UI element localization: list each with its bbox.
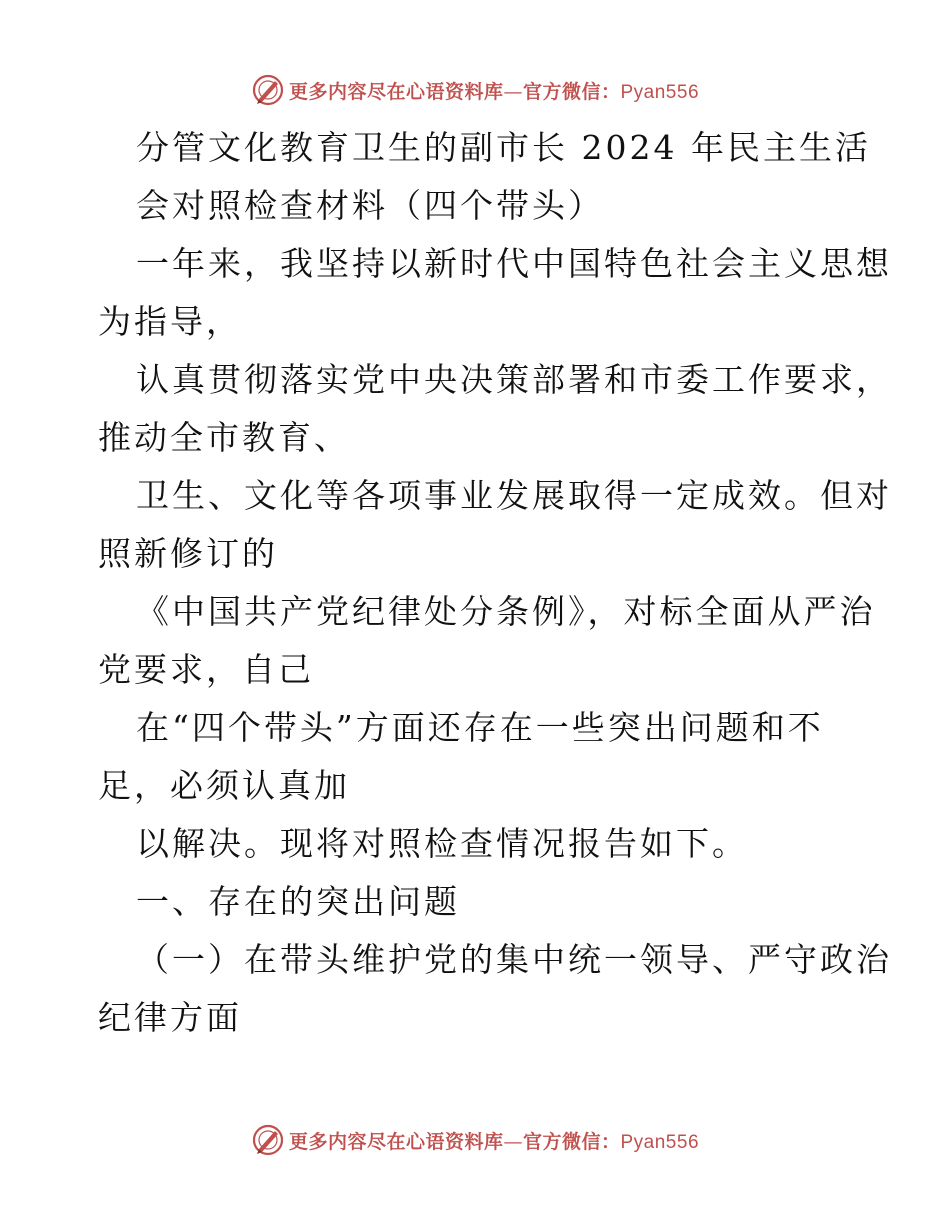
paragraph-line: 推动全市教育、 <box>98 418 350 457</box>
paragraph-line: 足，必须认真加 <box>98 766 350 805</box>
watermark-banner-top <box>0 70 950 110</box>
paragraph-line: 为指导， <box>98 302 242 341</box>
watermark-slogan: 更多内容尽在心语资料库 <box>288 80 504 103</box>
watermark-wechat-id: Pyan556 <box>620 1131 700 1153</box>
paragraph-line: 党要求，自己 <box>98 650 314 689</box>
paragraph-line: 照新修订的 <box>98 534 278 573</box>
brush-logo-icon <box>251 1123 285 1157</box>
subsection-heading: （一）在带头维护党的集中统一领导、严守政治 <box>136 940 892 979</box>
watermark-dash: — <box>503 80 523 103</box>
document-title-line-1: 分管文化教育卫生的副市长 2024 年民主生活 <box>136 128 871 167</box>
watermark-wechat-id: Pyan556 <box>620 81 700 103</box>
watermark-dash: — <box>503 1130 523 1153</box>
watermark-label: 官方微信： <box>522 80 621 103</box>
watermark-slogan: 更多内容尽在心语资料库 <box>288 1130 504 1153</box>
paragraph-line: 以解决。现将对照检查情况报告如下。 <box>136 824 748 863</box>
document-title-line-2: 会对照检查材料（四个带头） <box>136 186 604 225</box>
watermark-label: 官方微信： <box>522 1130 621 1153</box>
subsection-heading-continued: 纪律方面 <box>98 998 242 1037</box>
paragraph-line: 一年来，我坚持以新时代中国特色社会主义思想 <box>136 244 892 283</box>
section-heading: 一、存在的突出问题 <box>136 882 460 921</box>
paragraph-line: 《中国共产党纪律处分条例》，对标全面从严治 <box>136 592 876 631</box>
brush-logo-icon <box>251 73 285 107</box>
paragraph-line: 在“四个带头”方面还存在一些突出问题和不 <box>136 708 824 747</box>
paragraph-line: 认真贯彻落实党中央决策部署和市委工作要求， <box>136 360 892 399</box>
watermark-banner-bottom <box>0 1120 950 1160</box>
paragraph-line: 卫生、文化等各项事业发展取得一定成效。但对 <box>136 476 892 515</box>
